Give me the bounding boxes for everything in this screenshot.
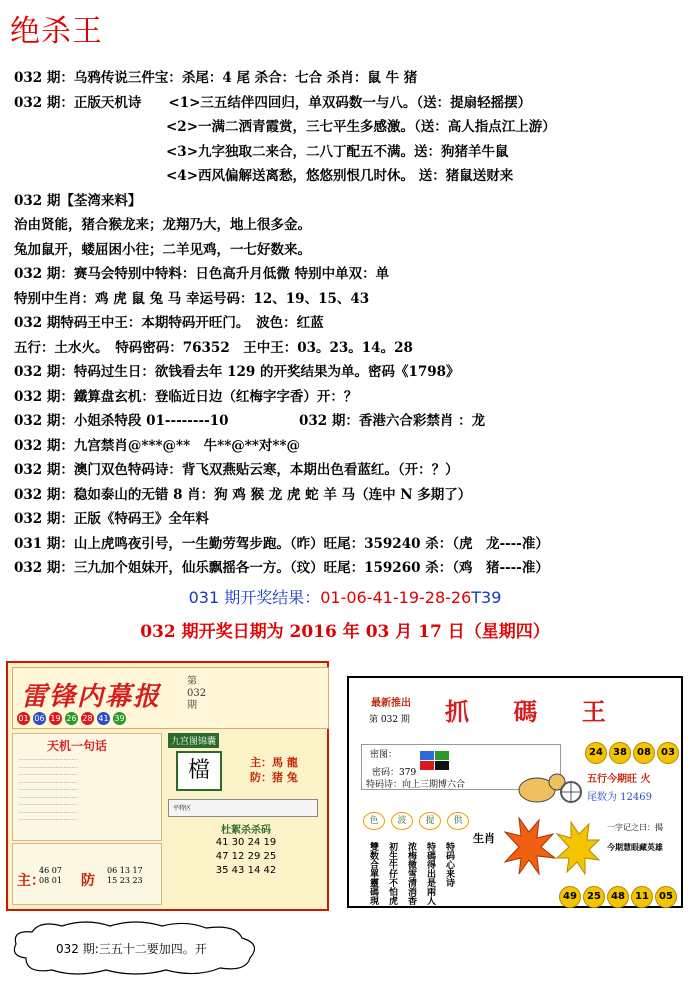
zhu-fang-numbers [12, 843, 162, 905]
page-title: 绝杀王 [10, 14, 103, 49]
text-line: 032 期：鐵算盘玄机：登临近日边（红梅字字香）开：？ [14, 388, 358, 405]
main-text-list [14, 66, 684, 581]
text-line: 032 期特码王中王：本期特码开旺门。 波色：红蓝 [14, 315, 324, 331]
tianji-title: 天机一句话 [47, 739, 108, 753]
pair-left: 032 期：小姐杀特段 01--------10 [14, 413, 229, 429]
fang-numbers [107, 866, 143, 886]
yellow-ball: 38 [609, 742, 631, 764]
bottom-balls [559, 886, 677, 908]
new-label: 最新推出 [371, 698, 411, 709]
poem-columns [367, 842, 454, 905]
draw-result [0, 585, 690, 608]
yellow-ball: 11 [631, 886, 653, 908]
starburst-icon [499, 812, 603, 882]
poem-column: 浓梅微雪清消香 [406, 842, 416, 905]
tips-bubbles [363, 812, 469, 830]
yellow-ball: 05 [655, 886, 677, 908]
zhu-text: 主：馬 龍 [250, 756, 298, 769]
result-label: 031 期开奖结果： [188, 588, 321, 607]
lottery-ball: 26 [66, 714, 77, 723]
text-line: 032 期【荃湾来料】 [14, 192, 142, 209]
jinnang-label: 九宫图锦囊 [168, 733, 219, 748]
leifeng-title: 雷锋内幕报 [21, 682, 162, 712]
cloud-text: 032 期:三五十二要加四。开 [56, 942, 207, 956]
text-line: 特别中生肖：鸡 虎 鼠 兔 马 幸运号码：12、19、15、43 [14, 290, 370, 307]
pingte-bar: 平特区 [168, 799, 318, 817]
fang-text: 防：猪 兔 [250, 771, 298, 784]
text-line: 031 期：山上虎鸣夜引号，一生勤劳驾步跑。（昨）旺尾：359240 杀：（虎 龙----准） [14, 535, 549, 552]
text-line: <2>一满二洒青霞赏，三七平生多感激。（送：高人指点江上游） [166, 119, 556, 135]
text-line: <4>西风偏解送离愁，悠悠别恨几时休。 送：猪鼠送财来 [166, 168, 514, 184]
kill-row: 35 43 14 42 [215, 865, 277, 876]
tiger-illustration [509, 762, 583, 812]
bubble: 供 [447, 812, 469, 830]
poem-column: 特码心来诗 [444, 842, 454, 887]
num-row: 06 13 17 [107, 866, 143, 875]
wuxing-text: 五行今期旺 火 [587, 774, 651, 785]
jinnang-char: 檔 [176, 751, 222, 791]
text-line: 032 期：赛马会特别中特料：日色高升月低微 特别中单双：单 [14, 266, 390, 282]
text-line: 032 期：正版天机诗 <1>三五结伴四回归，单双码数一与八。（送：提扇轻摇摆） [14, 94, 532, 111]
zhuanjia-text: 今期慧眼藏英雄 [607, 842, 663, 852]
lottery-ball: 39 [114, 714, 125, 723]
text-line: 032 期：乌鸦传说三件宝：杀尾：4 尾 杀合：七合 杀肖：鼠 牛 猪 [14, 70, 418, 86]
cloud-callout [6, 918, 266, 978]
yellow-ball: 48 [607, 886, 629, 908]
lottery-ball: 06 [34, 714, 45, 723]
leifeng-issue: 第032期 [187, 676, 207, 711]
leifeng-balls [17, 712, 126, 725]
lottery-ball: 41 [98, 714, 109, 723]
weishu-text: 尾数为 12469 [587, 792, 652, 803]
top-balls [585, 742, 679, 764]
tianji-fine-print: ····································· ····································· ····································· ····································· ····································· ····································· ····································· ····································· ····································· [19, 757, 78, 823]
pair-right: 032 期：香港六合彩禁肖 ：龙 [299, 413, 486, 429]
poem-column: 初生牛仔不怕虎 [387, 842, 397, 905]
result-numbers: 01-06-41-19-28-26 [320, 588, 472, 607]
lottery-ball: 01 [18, 714, 29, 723]
tianji-box [12, 733, 162, 841]
text-line-pair [14, 409, 684, 434]
result-special: T39 [471, 588, 502, 607]
text-line: 032 期：三九加个姐妹开，仙乐飘摇各一方。（玟）旺尾：159260 杀：（鸡 猪----准） [14, 560, 549, 576]
zhu-numbers [39, 866, 62, 886]
poem-text: 特码诗：向上三期博六合 [366, 780, 466, 790]
yizi-text: 一字记之曰：揭 [607, 823, 663, 832]
yellow-ball: 08 [633, 742, 655, 764]
zhu-label: 主： [17, 873, 45, 889]
num-row: 08 01 [39, 876, 62, 885]
lottery-ball: 19 [50, 714, 61, 723]
num-row: 15 23 23 [107, 876, 143, 885]
kill-title: 杜絮杀杀码 [221, 825, 271, 836]
leifeng-header [12, 667, 329, 729]
shengxiao-label: 生肖 [473, 832, 495, 845]
draw-date: 032 期开奖日期为 2016 年 03 月 17 日（星期四） [140, 622, 550, 642]
bubble: 波 [391, 812, 413, 830]
bubble: 提 [419, 812, 441, 830]
yellow-ball: 25 [583, 886, 605, 908]
bubble: 色 [363, 812, 385, 830]
yellow-ball: 24 [585, 742, 607, 764]
text-line: 治由贤能，猪合猴龙来；龙翔乃大，地上很多金。 [14, 217, 311, 233]
text-line: 五行：土水火。 特码密码：76352 王中王：03。23。14。28 [14, 339, 413, 356]
text-line: 032 期：九宫禁肖@***@** 牛**@**对**@ [14, 437, 301, 454]
text-line: 032 期：澳门双色特码诗：背飞双燕贴云寒，本期出色看蓝红。（开：？） [14, 462, 459, 478]
mima-text: 密码：379 [372, 768, 417, 778]
kill-row: 41 30 24 19 [215, 837, 277, 848]
logo-icon [420, 751, 450, 771]
zmw-title: 抓 碼 王 [445, 697, 624, 726]
text-line: 032 期：正版《特码王》全年料 [14, 511, 209, 527]
yellow-ball: 03 [657, 742, 679, 764]
yellow-ball: 49 [559, 886, 581, 908]
lottery-ball: 28 [82, 714, 93, 723]
text-line: 032 期：特码过生日：欲钱看去年 129 的开奖结果为单。密码《1798》 [14, 364, 460, 380]
jinnang-box [168, 733, 324, 817]
text-line: <3>九字独取二来合，二八丁配五不满。送：狗猪羊牛鼠 [166, 143, 509, 160]
zmw-issue: 第 032 期 [369, 715, 410, 725]
text-line: 032 期：稳如泰山的无错 8 肖：狗 鸡 猴 龙 虎 蛇 羊 马（连中 N 多期了） [14, 486, 472, 503]
zhu-fang [250, 755, 298, 785]
leifeng-panel [6, 661, 329, 911]
kill-row: 47 12 29 25 [215, 851, 277, 862]
text-line: 兔加鼠开，蝼屈困小往；二羊见鸡，一七好数来。 [14, 241, 311, 258]
kill-box [168, 821, 324, 903]
fang-label: 防 [81, 873, 95, 889]
poem-column: 特碼得出是兩人 [425, 842, 435, 905]
num-row: 46 07 [39, 866, 62, 875]
zhuamawang-panel [347, 676, 683, 908]
mi-label: 密图： [370, 750, 398, 760]
poem-column: 雙数合單靈碼現 [368, 842, 378, 905]
